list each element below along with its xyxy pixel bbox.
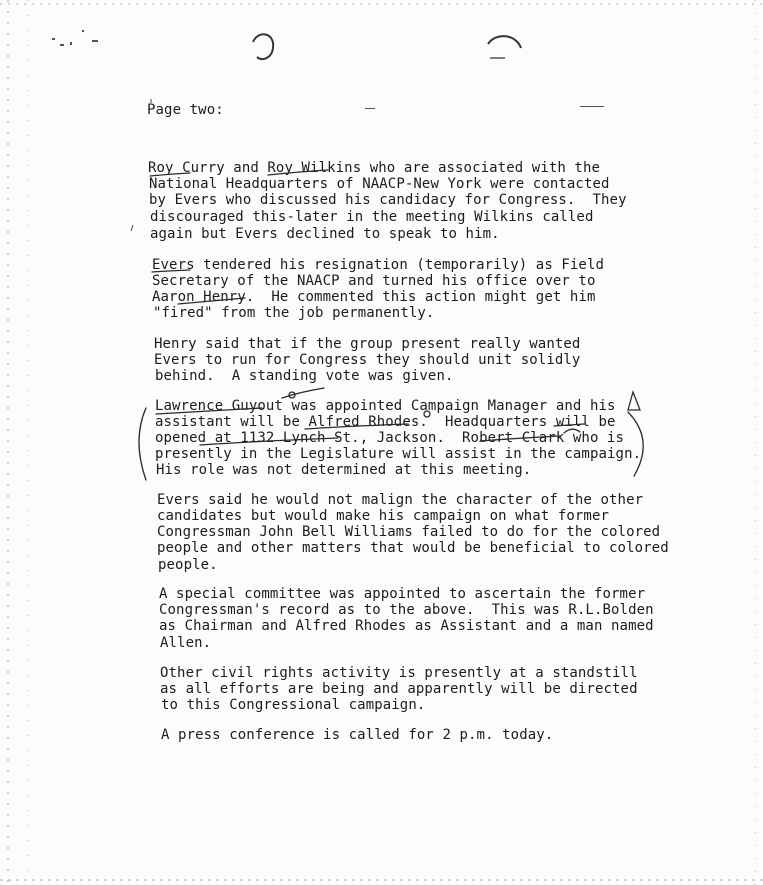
text-line: presently in the Legislature will assist in the campaign. — [155, 446, 642, 462]
text-line: again but Evers declined to speak to him. — [150, 226, 500, 242]
text-line: assistant will be Alfred Rhodes. Headquarters will be — [155, 414, 616, 430]
text-line: Evers said he would not malign the character of the other — [157, 492, 644, 508]
text-line: Henry said that if the group present really wanted — [154, 336, 581, 352]
text-line: by Evers who discussed his candidacy for Congress. They — [149, 192, 627, 208]
text-line: Aaron Henry. He commented this action might get him — [152, 289, 596, 305]
text-line: as Chairman and Alfred Rhodes as Assistant and a man named — [159, 618, 654, 634]
page-header: Page two: — [147, 102, 224, 118]
text-line: Secretary of the NAACP and turned his office over to — [152, 273, 596, 289]
text-line: His role was not determined at this meeting. — [156, 462, 532, 478]
text-line: as all efforts are being and apparently will be directed — [160, 681, 638, 697]
text-line: to this Congressional campaign. — [161, 697, 426, 713]
text-line: National Headquarters of NAACP-New York were contacted — [149, 176, 610, 192]
text-line: Allen. — [160, 635, 212, 651]
text-line: behind. A standing vote was given. — [155, 368, 454, 384]
corner-specks — [52, 30, 604, 109]
text-line: Evers to run for Congress they should unit solidly — [154, 352, 581, 368]
text-line: "fired" from the job permanently. — [153, 305, 435, 321]
right-bracket — [628, 412, 643, 476]
text-line: opened at 1132 Lynch St., Jackson. Robert Clark who is — [155, 430, 625, 446]
text-line: Congressman John Bell Williams failed to do for the colored — [157, 524, 661, 540]
text-line: people. — [158, 557, 218, 573]
text-line: discouraged this-later in the meeting Wilkins called — [150, 209, 594, 225]
left-bracket — [139, 408, 146, 480]
pen-arrow-mark — [628, 392, 640, 410]
text-line: Lawrence Guyout was appointed Campaign Manager and his — [155, 398, 616, 414]
text-line: Evers tendered his resignation (temporarily) as Field — [152, 257, 605, 273]
punch-hole-left — [253, 34, 273, 59]
text-line: candidates but would make his campaign on what former — [157, 508, 610, 524]
pen-mark-guyout — [282, 388, 324, 398]
punch-hole-right — [488, 36, 521, 48]
text-line: A press conference is called for 2 p.m. today. — [161, 727, 554, 743]
text-line: people and other matters that would be beneficial to colored — [157, 540, 669, 556]
text-line: Roy Curry and Roy Wilkins who are associated with the — [148, 160, 601, 176]
text-line: Other civil rights activity is presently at a standstill — [160, 665, 638, 681]
text-line: A special committee was appointed to ascertain the former — [159, 586, 646, 602]
text-line: Congressman's record as to the above. This was R.L.Bolden — [159, 602, 654, 618]
